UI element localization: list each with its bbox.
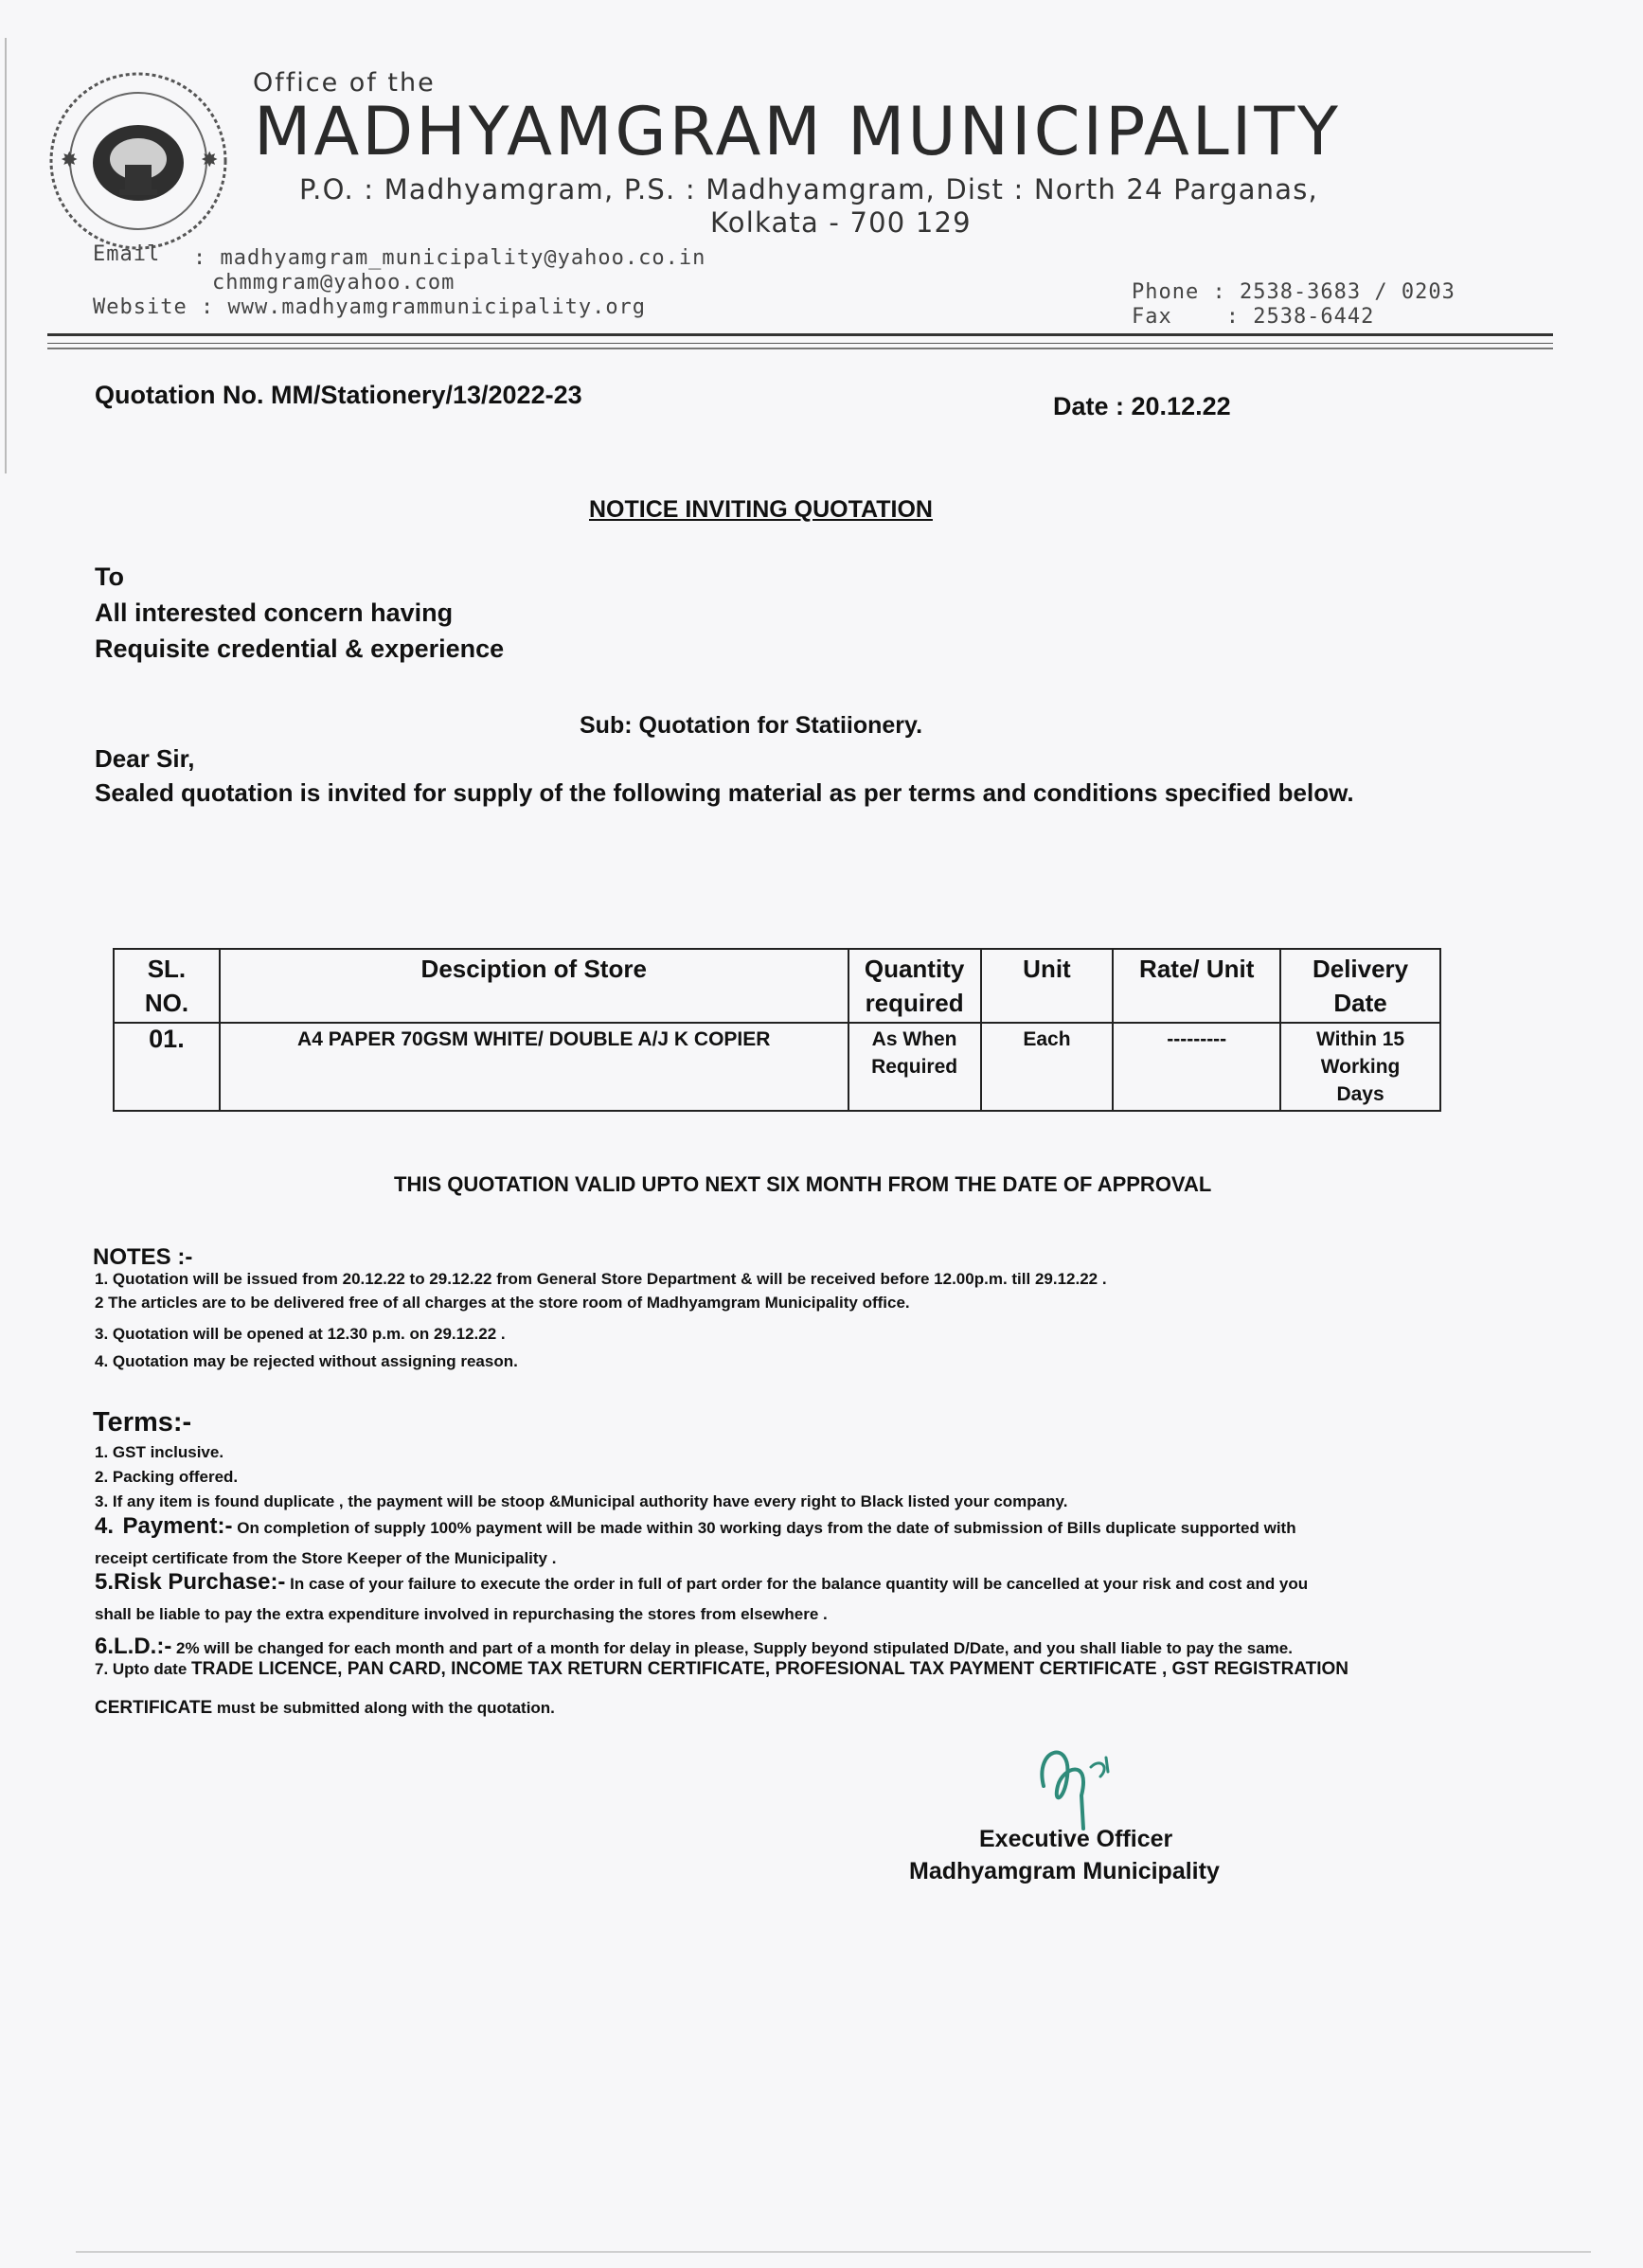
term-item-ld xyxy=(95,1634,1293,1660)
phone-line: Phone : 2538-3683 / 0203 xyxy=(1132,280,1455,304)
term-item-documents xyxy=(95,1659,1348,1680)
header-delivery xyxy=(1280,949,1440,1023)
signer-title: Executive Officer xyxy=(979,1826,1173,1852)
municipality-name: MADHYAMGRAM MUNICIPALITY xyxy=(254,93,1341,170)
handwritten-signature xyxy=(1025,1729,1129,1833)
signer-organization: Madhyamgram Municipality xyxy=(909,1858,1220,1884)
validity-statement: THIS QUOTATION VALID UPTO NEXT SIX MONTH FROM THE DATE OF APPROVAL xyxy=(394,1172,1212,1196)
header-description: Desciption of Store xyxy=(220,949,848,1023)
header-quantity-2: required xyxy=(865,989,964,1017)
term-6-text: 2% will be changed for each month and part of a month for delay in please, Supply beyond stipulated D/Date, and you shall liable to pay the same. xyxy=(171,1639,1293,1657)
term-7-cont-bold: CERTIFICATE xyxy=(95,1698,213,1718)
to-line: To xyxy=(95,563,124,591)
header-sl xyxy=(114,949,220,1023)
cell-quantity-2: Required xyxy=(871,1056,958,1078)
svg-text:✸: ✸ xyxy=(61,149,79,172)
term-item: 3. If any item is found duplicate , the payment will be stoop &Municipal authority have every right to Black listed your company. xyxy=(95,1492,1068,1510)
term-item-risk-purchase xyxy=(95,1569,1308,1596)
cell-delivery xyxy=(1280,1023,1440,1111)
cell-quantity-1: As When xyxy=(871,1028,957,1050)
header-delivery-1: Delivery xyxy=(1312,955,1409,983)
header-sl-1: SL. xyxy=(147,955,187,983)
addressee-line-2: Requisite credential & experience xyxy=(95,634,505,663)
scan-left-edge xyxy=(5,38,7,473)
term-item: 2. Packing offered. xyxy=(95,1468,239,1486)
cell-delivery-2: Working xyxy=(1320,1056,1401,1078)
cell-quantity xyxy=(848,1023,981,1111)
cell-delivery-3: Days xyxy=(1336,1083,1384,1105)
cell-description: A4 PAPER 70GSM WHITE/ DOUBLE A/J K COPIER xyxy=(220,1023,848,1111)
letterhead-divider xyxy=(47,348,1553,349)
letterhead-divider xyxy=(47,333,1553,336)
term-7-cont: must be submitted along with the quotation. xyxy=(212,1699,555,1717)
intro-paragraph: Sealed quotation is invited for supply of the following material as per terms and conditions specified below. xyxy=(95,778,1354,807)
header-sl-2: NO. xyxy=(144,989,189,1017)
term-item-payment xyxy=(95,1513,1296,1540)
svg-text:✸: ✸ xyxy=(201,149,219,172)
header-unit: Unit xyxy=(981,949,1114,1023)
address-line-1: P.O. : Madhyamgram, P.S. : Madhyamgram, Dist : North 24 Parganas, xyxy=(299,173,1318,205)
quotation-date: Date : 20.12.22 xyxy=(1053,392,1231,420)
notice-title: NOTICE INVITING QUOTATION xyxy=(589,496,933,523)
notes-heading: NOTES :- xyxy=(93,1244,193,1270)
term-7-text: TRADE LICENCE, PAN CARD, INCOME TAX RETURN CERTIFICATE, PROFESIONAL TAX PAYMENT CERTIFICATE , GST REGISTRATION xyxy=(191,1659,1349,1679)
term-4-label: Payment:- xyxy=(122,1513,233,1539)
term-item-continuation xyxy=(95,1698,555,1719)
fax-line: Fax : 2538-6442 xyxy=(1132,305,1375,329)
table-row xyxy=(114,1023,1440,1111)
email-address-2: chmmgram@yahoo.com xyxy=(212,271,455,295)
office-of-label: Office of the xyxy=(253,68,436,98)
table-header-row xyxy=(114,949,1440,1023)
term-7-number: 7. Upto date xyxy=(95,1660,192,1678)
website-line: Website : www.madhyamgrammunicipality.org xyxy=(93,295,647,319)
quotation-number: Quotation No. MM/Stationery/13/2022-23 xyxy=(95,381,582,409)
term-item-continuation: shall be liable to pay the extra expenditure involved in repurchasing the stores from elsewhere . xyxy=(95,1605,828,1623)
header-rate: Rate/ Unit xyxy=(1113,949,1280,1023)
header-quantity xyxy=(848,949,981,1023)
municipality-seal-logo xyxy=(44,66,233,256)
terms-heading: Terms:- xyxy=(93,1407,192,1438)
cell-rate: --------- xyxy=(1113,1023,1280,1111)
term-5-text: In case of your failure to execute the order in full of part order for the balance quantity will be cancelled at your risk and cost and you xyxy=(285,1575,1309,1593)
header-quantity-1: Quantity xyxy=(864,955,965,983)
term-4-number: 4. xyxy=(95,1513,115,1539)
email-address-1: : madhyamgram_municipality@yahoo.co.in xyxy=(193,246,706,270)
addressee-line-1: All interested concern having xyxy=(95,598,454,627)
term-4-text: On completion of supply 100% payment will be made within 30 working days from the date of submission of Bills duplicate supported with xyxy=(232,1519,1296,1537)
cell-delivery-1: Within 15 xyxy=(1315,1028,1405,1050)
items-table xyxy=(113,948,1441,1112)
note-item: 2 The articles are to be delivered free of all charges at the store room of Madhyamgram Municipality office. xyxy=(95,1294,910,1312)
address-line-2: Kolkata - 700 129 xyxy=(710,206,972,239)
term-item-continuation: receipt certificate from the Store Keeper of the Municipality . xyxy=(95,1549,557,1567)
letterhead-divider xyxy=(47,343,1553,344)
term-5-label: 5.Risk Purchase:- xyxy=(95,1569,286,1595)
salutation: Dear Sir, xyxy=(95,744,195,773)
term-6-label: 6.L.D.:- xyxy=(95,1634,172,1659)
scan-bottom-edge xyxy=(76,2251,1591,2253)
note-item: 1. Quotation will be issued from 20.12.22 to 29.12.22 from General Store Department & will be received before 12.00p.m. till 29.12.22 . xyxy=(95,1270,1107,1288)
header-delivery-2: Date xyxy=(1333,989,1387,1017)
subject-line: Sub: Quotation for Statiionery. xyxy=(580,712,923,739)
note-item: 4. Quotation may be rejected without assigning reason. xyxy=(95,1352,518,1370)
email-label: Email xyxy=(93,242,161,266)
term-item: 1. GST inclusive. xyxy=(95,1443,224,1461)
note-item: 3. Quotation will be opened at 12.30 p.m. on 29.12.22 . xyxy=(95,1325,506,1343)
cell-unit: Each xyxy=(981,1023,1114,1111)
cell-sl: 01. xyxy=(114,1023,220,1111)
